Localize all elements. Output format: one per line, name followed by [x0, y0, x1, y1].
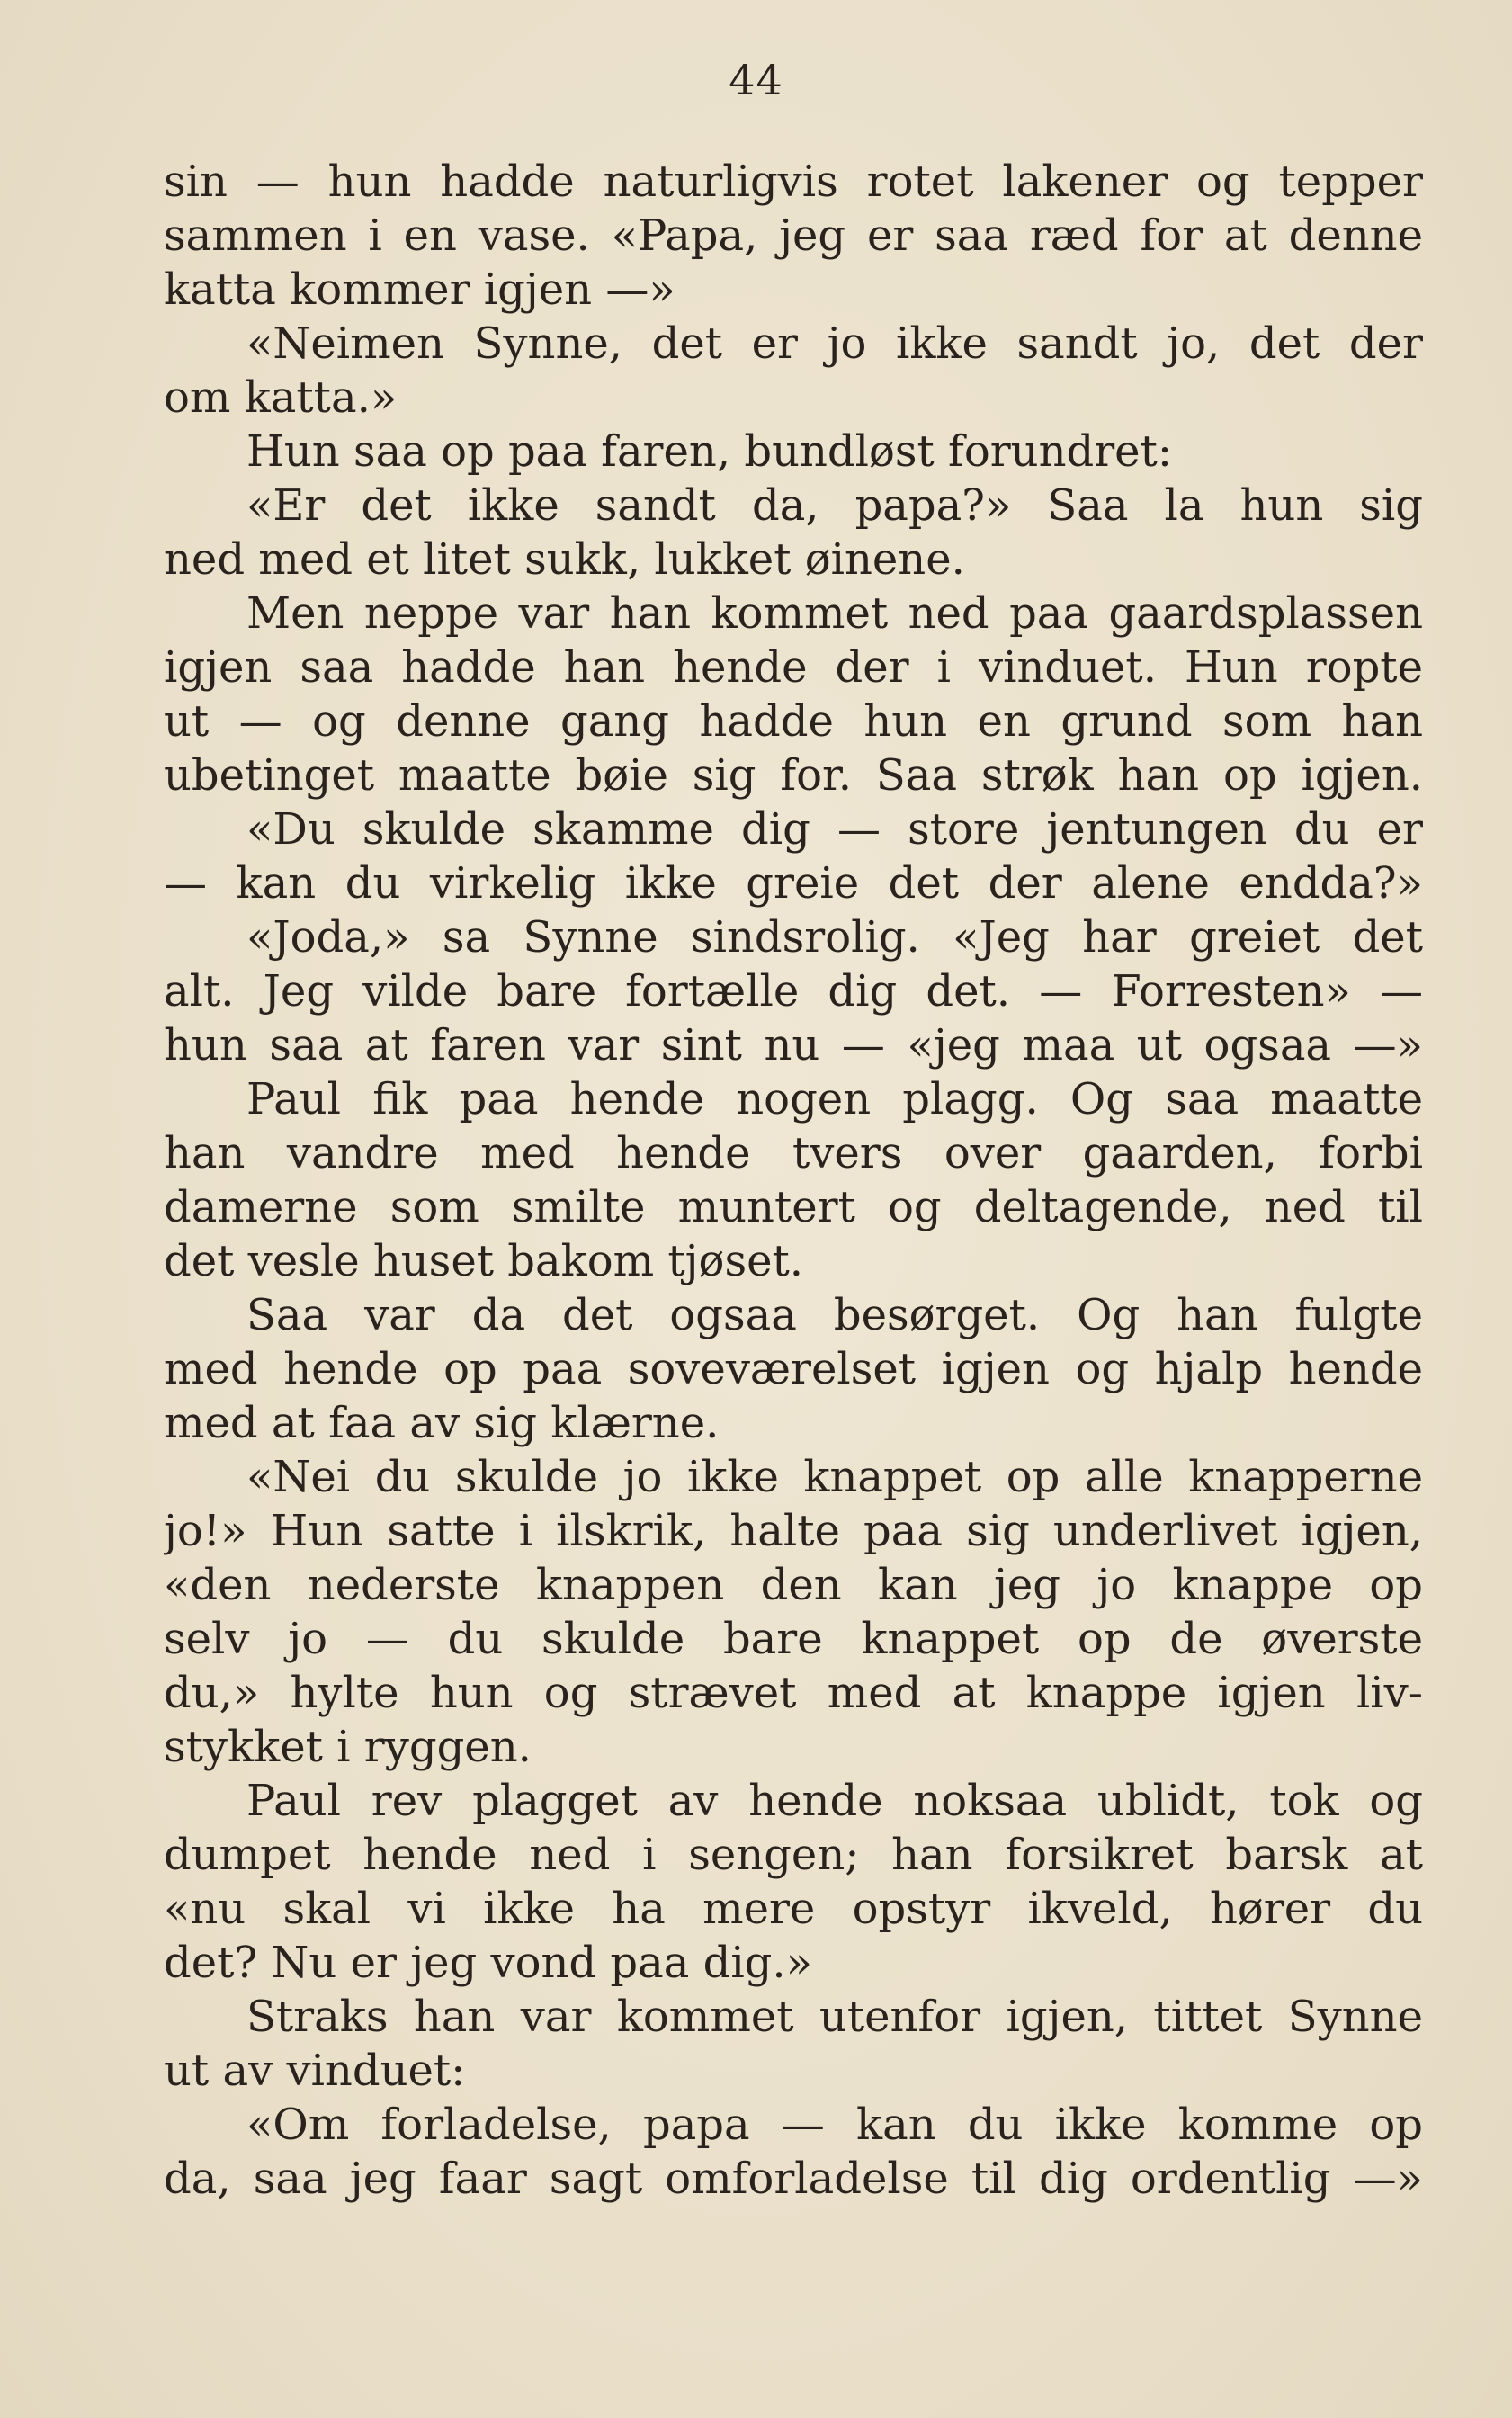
text-line: «nu skal vi ikke ha mere opstyr ikveld, hører du: [164, 1884, 1423, 1934]
text-line: dumpet hende ned i sengen; han forsikret barsk at: [164, 1830, 1423, 1880]
text-line: jo!» Hun satte i ilskrik, halte paa sig underlivet igjen,: [164, 1506, 1423, 1556]
text-line: «Joda,» sa Synne sindsrolig. «Jeg har greiet det: [246, 912, 1423, 963]
text-line: sin — hun hadde naturligvis rotet lakener og tepper: [164, 157, 1423, 207]
text-line: katta kommer igjen —»: [164, 264, 675, 315]
text-line: Saa var da det ogsaa besørget. Og han fulgte: [246, 1290, 1423, 1340]
text-line: «Om forladelse, papa — kan du ikke komme op: [246, 2100, 1423, 2150]
text-line: Paul rev plagget av hende noksaa ublidt, tok og: [246, 1776, 1423, 1826]
text-line: ut av vinduet:: [164, 2046, 466, 2096]
text-line: Paul fik paa hende nogen plagg. Og saa maatte: [246, 1074, 1423, 1124]
text-line: om katta.»: [164, 372, 398, 423]
page-number: 44: [729, 56, 783, 104]
text-line: damerne som smilte muntert og deltagende, ned til: [164, 1182, 1423, 1232]
text-line: med hende op paa soveværelset igjen og hjalp hende: [164, 1344, 1423, 1394]
text-line: det? Nu er jeg vond paa dig.»: [164, 1938, 813, 1988]
text-line: alt. Jeg vilde bare fortælle dig det. — Forresten» —: [164, 966, 1423, 1016]
text-line: Men neppe var han kommet ned paa gaardsplassen: [246, 588, 1423, 639]
body-text: [164, 155, 1423, 2206]
text-line: med at faa av sig klærne.: [164, 1398, 720, 1448]
text-line: sammen i en vase. «Papa, jeg er saa ræd for at denne: [164, 210, 1423, 261]
text-line: hun saa at faren var sint nu — «jeg maa ut ogsaa —»: [164, 1020, 1423, 1070]
text-line: Hun saa op paa faren, bundløst forundret:: [246, 426, 1173, 477]
text-line: ned med et litet sukk, lukket øinene.: [164, 534, 965, 585]
text-line: «Er det ikke sandt da, papa?» Saa la hun sig: [246, 480, 1423, 531]
text-line: «Neimen Synne, det er jo ikke sandt jo, det der: [246, 318, 1423, 369]
text-line: «den nederste knappen den kan jeg jo knappe op: [164, 1560, 1423, 1610]
text-line: ubetinget maatte bøie sig for. Saa strøk han op igjen.: [164, 750, 1423, 801]
text-line: — kan du virkelig ikke greie det der alene endda?»: [164, 858, 1423, 909]
text-line: han vandre med hende tvers over gaarden, forbi: [164, 1128, 1423, 1178]
text-line: stykket i ryggen.: [164, 1722, 532, 1772]
text-line: du,» hylte hun og strævet med at knappe igjen liv-: [164, 1668, 1423, 1718]
text-line: «Nei du skulde jo ikke knappet op alle knapperne: [246, 1452, 1423, 1502]
text-line: «Du skulde skamme dig — store jentungen du er: [246, 804, 1423, 855]
text-line: da, saa jeg faar sagt omforladelse til dig ordentlig —»: [164, 2154, 1423, 2204]
text-line: selv jo — du skulde bare knappet op de øverste: [164, 1614, 1423, 1664]
text-line: Straks han var kommet utenfor igjen, tittet Synne: [246, 1992, 1423, 2042]
text-line: ut — og denne gang hadde hun en grund som han: [164, 696, 1423, 747]
text-line: igjen saa hadde han hende der i vinduet. Hun ropte: [164, 642, 1423, 693]
text-line: det vesle huset bakom tjøset.: [164, 1236, 804, 1286]
